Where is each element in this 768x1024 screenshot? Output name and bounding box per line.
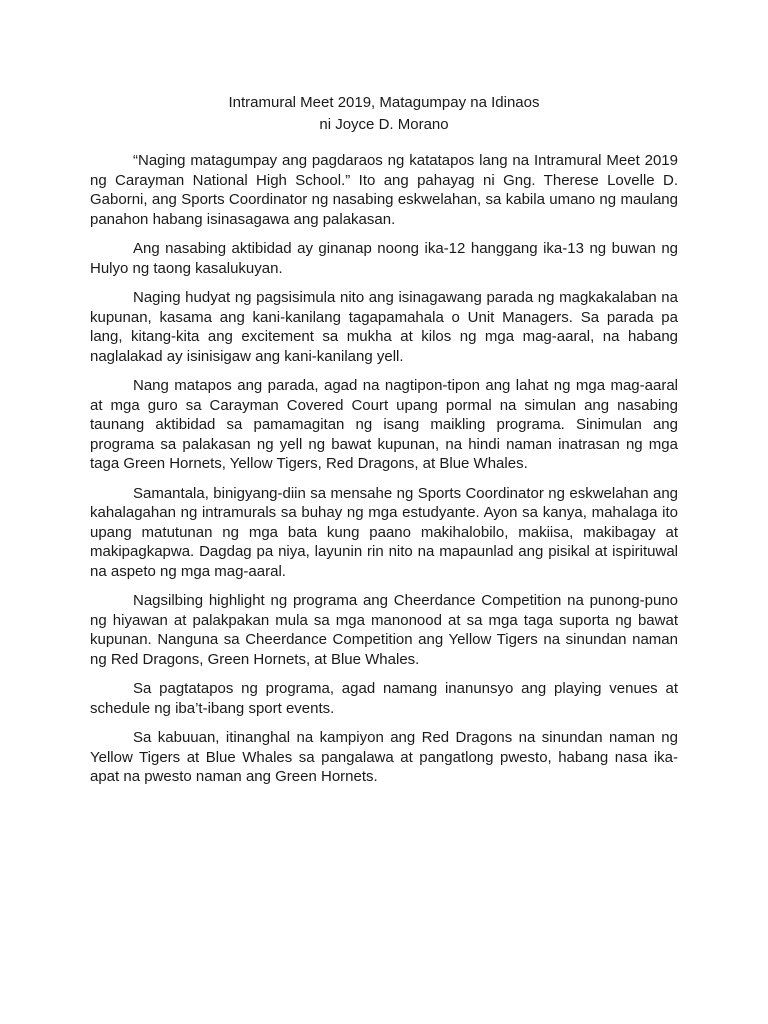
paragraph-1: “Naging matagumpay ang pagdaraos ng katatapos lang na Intramural Meet 2019 ng Carayman National High School.” Ito ang pahayag ni Gng. Therese Lovelle D. Gaborni, ang Sports Coordinator ng nasabing eskwelahan, sa kabila umano ng maulang panahon habang isinasagawa ang palakasan. [90,152,678,228]
paragraph-5: Samantala, binigyang-diin sa mensahe ng Sports Coordinator ng eskwelahan ang kahalagahan ng intramurals sa buhay ng mga estudyante. Ayon sa kanya, mahalaga ito upang matutunan ng mga bata kung paano makihalobilo, makiisa, makibagay at makipagkapwa. Dagdag pa niya, layunin rin nito na mapaunlad ang pisikal at ispirituwal na aspeto ng mga mag-aaral. [90,484,678,580]
paragraph-6: Nagsilbing highlight ng programa ang Cheerdance Competition na punong-puno ng hiyawan at palakpakan mula sa mga manonood at sa mga taga suporta ng bawat kupunan. Nanguna sa Cheerdance Competition ang Yellow Tigers na sinundan naman ng Red Dragons, Green Hornets, at Blue Whales. [90,592,678,668]
paragraph-3: Naging hudyat ng pagsisimula nito ang isinagawang parada ng magkakalaban na kupunan, kasama ang kani-kanilang tagapamahala o Unit Managers. Sa parada pa lang, kitang-kita ang excitement sa mukha at kilos ng mga mag-aaral, na habang naglalakad ay isinisigaw ang kani-kanilang yell. [90,289,678,365]
title-block [90,92,678,136]
paragraph-7: Sa pagtatapos ng programa, agad namang inanunsyo ang playing venues at schedule ng iba’t-ibang sport events. [90,680,678,717]
document-page [90,92,678,797]
paragraph-4: Nang matapos ang parada, agad na nagtipon-tipon ang lahat ng mga mag-aaral at mga guro sa Carayman Covered Court upang pormal na simulan ang nasabing taunang aktibidad sa pamamagitan ng isang maikling programa. Sinimulan ang programa sa palakasan ng yell ng bawat kupunan, na hindi naman inatrasan ng mga taga Green Hornets, Yellow Tigers, Red Dragons, at Blue Whales. [90,377,678,472]
paragraph-2: Ang nasabing aktibidad ay ginanap noong ika-12 hanggang ika-13 ng buwan ng Hulyo ng taong kasalukuyan. [90,240,678,277]
paragraph-8: Sa kabuuan, itinanghal na kampiyon ang Red Dragons na sinundan naman ng Yellow Tigers at Blue Whales sa pangalawa at pangatlong pwesto, habang nasa ika-apat na pwesto naman ang Green Hornets. [90,729,678,785]
article-title: Intramural Meet 2019, Matagumpay na Idinaos [228,94,540,111]
article-byline: ni Joyce D. Morano [319,116,449,133]
